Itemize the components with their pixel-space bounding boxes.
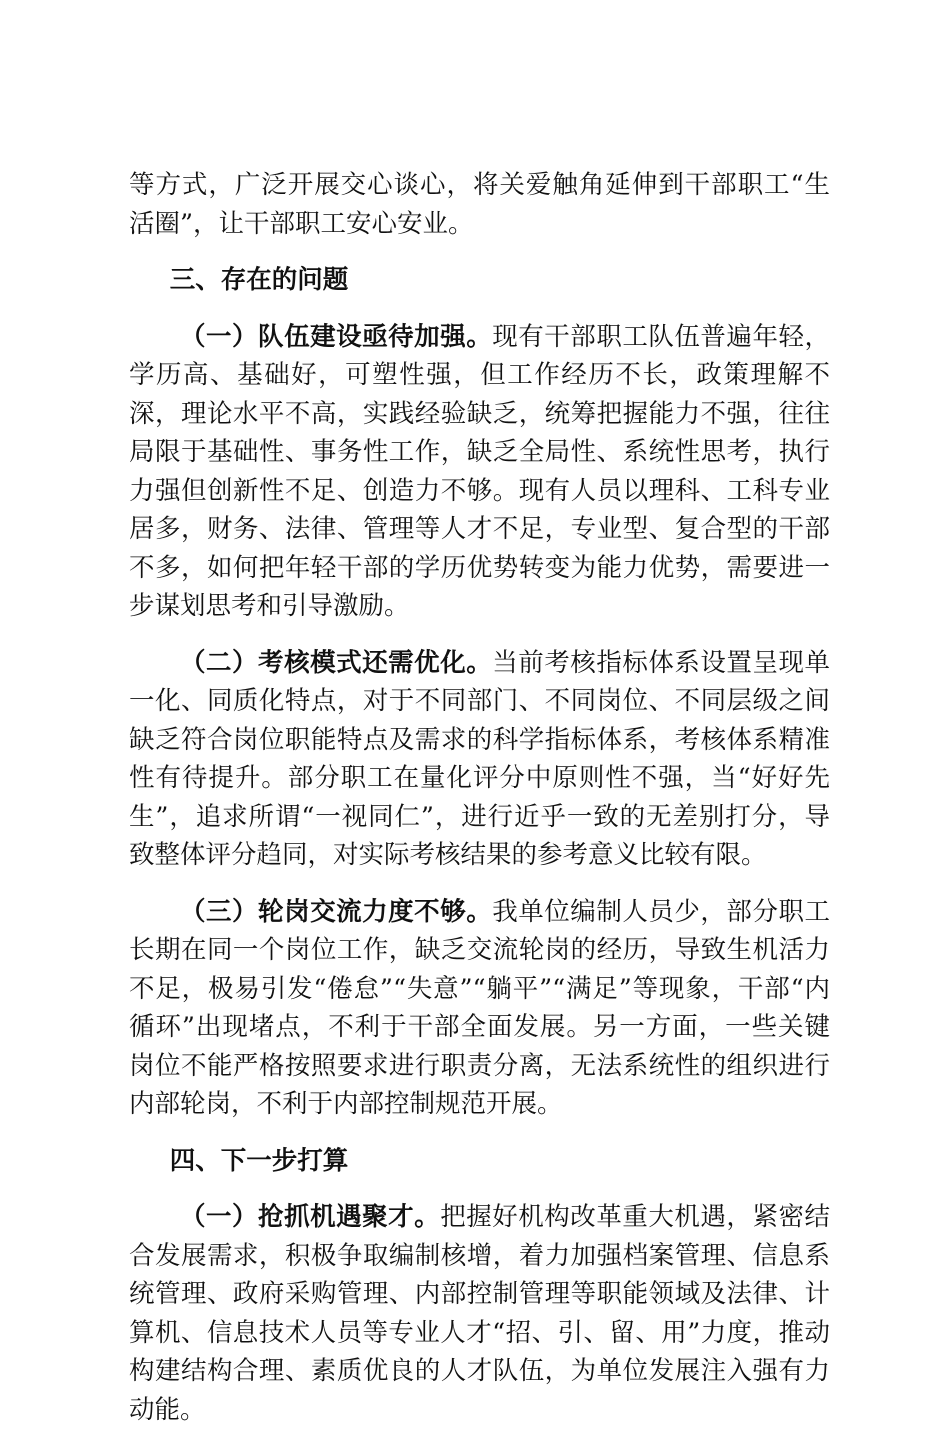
paragraph-body: 当前考核指标体系设置呈现单一化、同质化特点，对于不同部门、不同岗位、不同层级之间缺乏符合岗位职能特点及需求的科学指标体系，考核体系精准性有待提升。部分职工在量化评分中原则性不强，当“好好先生”，追求所谓“一视同仁”，进行近乎一致的无差别打分，导致整体评分趋同，对实际考核结果的参考意义比较有限。 [129, 647, 830, 870]
paragraph-lead: （一）队伍建设亟待加强。 [180, 321, 493, 352]
problem-paragraph-2 [129, 644, 830, 875]
paragraph-body: 把握好机构改革重大机遇，紧密结合发展需求，积极争取编制核增，着力加强档案管理、信息系统管理、政府采购管理、内部控制管理等职能领域及法律、计算机、信息技术人员等专业人才“招、引、留、用”力度，推动构建结构合理、素质优良的人才队伍，为单位发展注入强有力动能。 [129, 1202, 830, 1425]
section-heading-next-steps: 四、下一步打算 [169, 1145, 349, 1176]
plan-paragraph-1 [129, 1198, 830, 1429]
paragraph-body: 现有干部职工队伍普遍年轻，学历高、基础好，可塑性强，但工作经历不长，政策理解不深，理论水平不高，实践经验缺乏，统筹把握能力不强，往往局限于基础性、事务性工作，缺乏全局性、系统性思考，执行力强但创新性不足、创造力不够。现有人员以理科、工科专业居多，财务、法律、管理等人才不足，专业型、复合型的干部不多，如何把年轻干部的学历优势转变为能力优势，需要进一步谋划思考和引导激励。 [129, 321, 830, 621]
section-heading-problems: 三、存在的问题 [169, 265, 349, 295]
continuation-paragraph: 等方式，广泛开展交心谈心，将关爱触角延伸到干部职工“生活圈”，让干部职工安心安业。 [129, 170, 830, 239]
paragraph-lead: （二）考核模式还需优化。 [180, 647, 493, 678]
paragraph-lead: （三）轮岗交流力度不够。 [180, 896, 493, 927]
problem-paragraph-3 [129, 893, 830, 1124]
paragraph-lead: （一）抢抓机遇聚才。 [180, 1202, 441, 1232]
paragraph-body: 我单位编制人员少，部分职工长期在同一个岗位工作，缺乏交流轮岗的经历，导致生机活力不足，极易引发“倦怠”“失意”“躺平”“满足”等现象，干部“内循环”出现堵点，不利于干部全面发展。另一方面，一些关键岗位不能严格按照要求进行职责分离，无法系统性的组织进行内部轮岗，不利于内部控制规范开展。 [129, 896, 830, 1119]
document-body [129, 166, 830, 1447]
problem-paragraph-1 [129, 318, 830, 626]
